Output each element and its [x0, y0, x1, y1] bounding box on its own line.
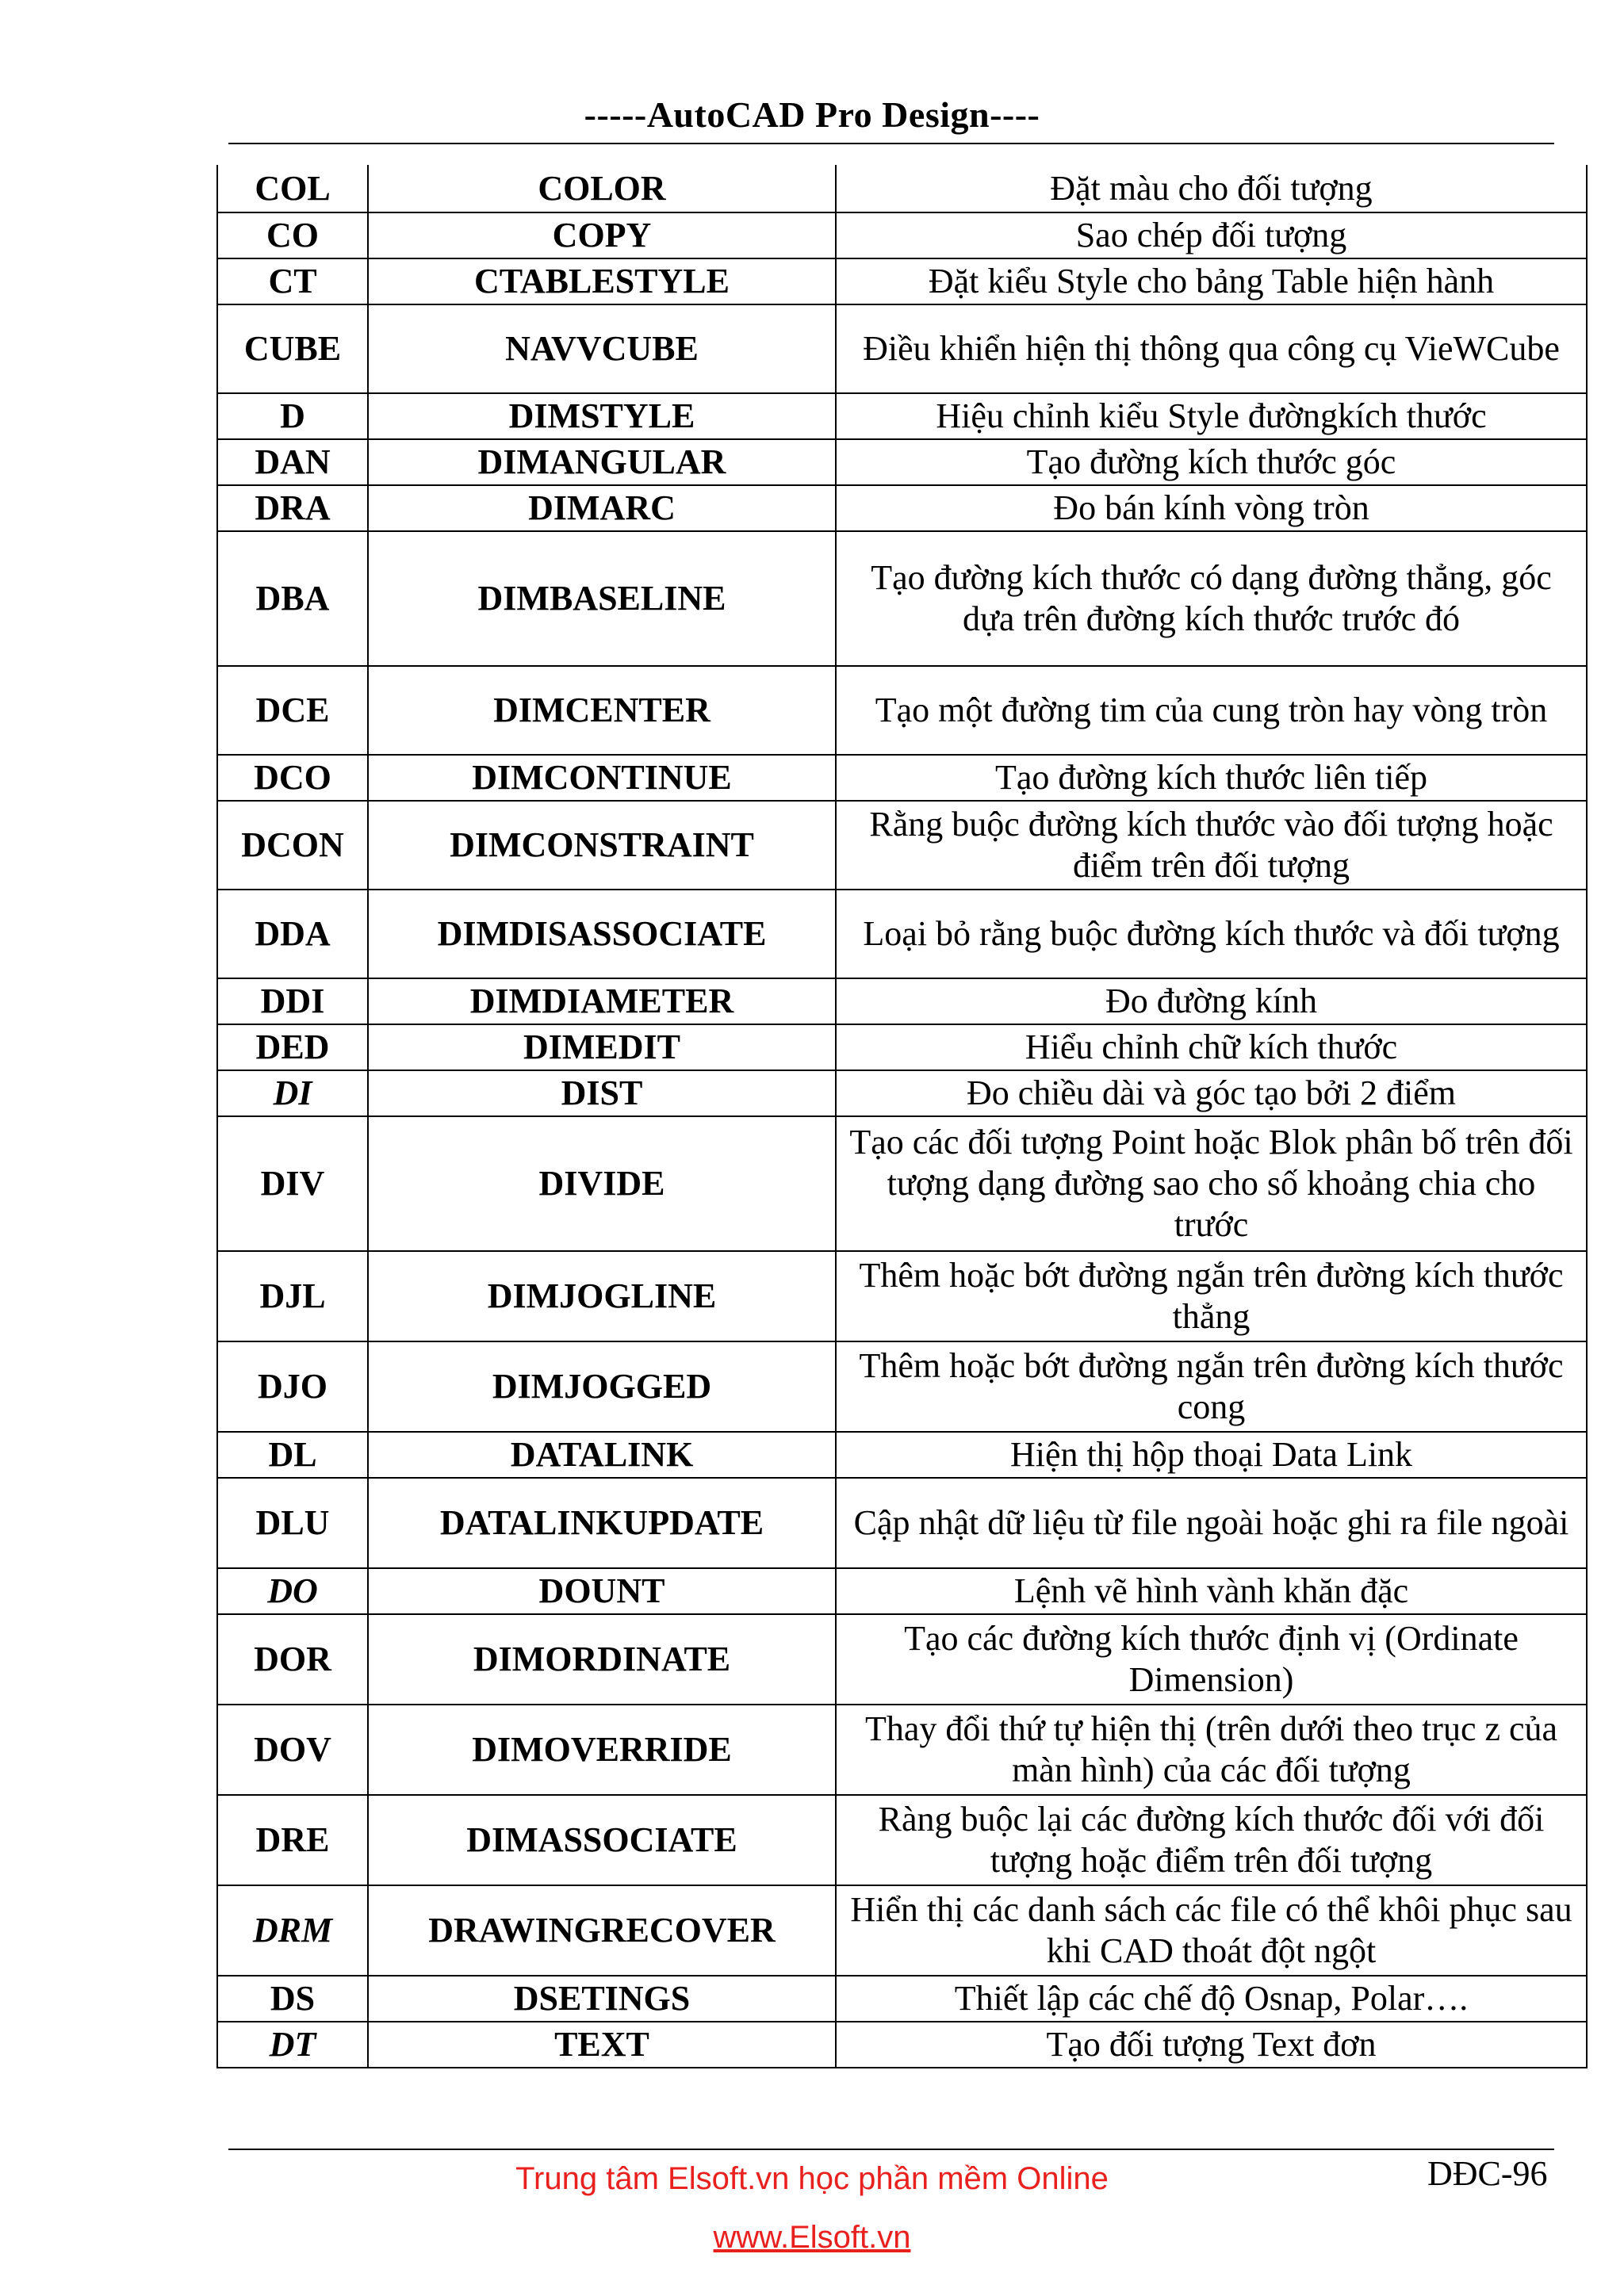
alias-cell: CO	[217, 212, 368, 258]
command-cell: DIMCONTINUE	[368, 755, 836, 801]
footer-url-link[interactable]: www.Elsoft.vn	[713, 2220, 911, 2255]
description-cell: Lệnh vẽ hình vành khăn đặc	[836, 1568, 1587, 1614]
description-cell: Tạo đường kích thước có dạng đường thẳng, góc dựa trên đường kích thước trước đó	[836, 531, 1587, 666]
description-cell: Hiểu chỉnh chữ kích thước	[836, 1024, 1587, 1070]
command-cell: DATALINK	[368, 1432, 836, 1478]
command-cell: DIMANGULAR	[368, 439, 836, 485]
description-cell: Rằng buộc đường kích thước vào đối tượng hoặc điểm trên đối tượng	[836, 801, 1587, 890]
table-row	[217, 1976, 1587, 2022]
table-row	[217, 1070, 1587, 1116]
alias-cell: DS	[217, 1976, 368, 2022]
alias-cell: DCON	[217, 801, 368, 890]
command-cell: TEXT	[368, 2022, 836, 2068]
command-cell: DIST	[368, 1070, 836, 1116]
alias-cell: DT	[217, 2022, 368, 2068]
alias-cell: D	[217, 393, 368, 439]
description-cell: Tạo đường kích thước liên tiếp	[836, 755, 1587, 801]
command-cell: DIMDIAMETER	[368, 978, 836, 1024]
alias-cell: COL	[217, 165, 368, 212]
table-row	[217, 304, 1587, 393]
command-cell: DIMEDIT	[368, 1024, 836, 1070]
alias-cell: DJO	[217, 1341, 368, 1432]
alias-cell: DRA	[217, 485, 368, 531]
description-cell: Loại bỏ rằng buộc đường kích thước và đối tượng	[836, 890, 1587, 978]
description-cell: Tạo một đường tim của cung tròn hay vòng tròn	[836, 666, 1587, 755]
table-row	[217, 485, 1587, 531]
command-cell: DIMOVERRIDE	[368, 1705, 836, 1795]
alias-cell: DOV	[217, 1705, 368, 1795]
description-cell: Tạo đường kích thước góc	[836, 439, 1587, 485]
table-row	[217, 531, 1587, 666]
alias-cell: DED	[217, 1024, 368, 1070]
description-cell: Đặt màu cho đối tượng	[836, 165, 1587, 212]
alias-cell: DL	[217, 1432, 368, 1478]
table-row	[217, 1251, 1587, 1341]
table-row	[217, 1024, 1587, 1070]
description-cell: Đo đường kính	[836, 978, 1587, 1024]
description-cell: Thêm hoặc bớt đường ngắn trên đường kích thước thẳng	[836, 1251, 1587, 1341]
table-row	[217, 666, 1587, 755]
command-cell: DIMCONSTRAINT	[368, 801, 836, 890]
table-row	[217, 212, 1587, 258]
alias-cell: DI	[217, 1070, 368, 1116]
description-cell: Tạo đối tượng Text đơn	[836, 2022, 1587, 2068]
command-cell: DIMSTYLE	[368, 393, 836, 439]
page-number: DĐC-96	[1427, 2154, 1548, 2193]
table-row	[217, 1116, 1587, 1251]
alias-cell: CUBE	[217, 304, 368, 393]
table-row	[217, 1478, 1587, 1568]
table-row	[217, 890, 1587, 978]
footer-center-text: Trung tâm Elsoft.vn học phần mềm Online	[515, 2161, 1109, 2196]
table-row	[217, 1705, 1587, 1795]
table-row	[217, 439, 1587, 485]
table-row	[217, 1614, 1587, 1705]
command-cell: DSETINGS	[368, 1976, 836, 2022]
alias-cell: DJL	[217, 1251, 368, 1341]
table-row	[217, 801, 1587, 890]
command-cell: DIMARC	[368, 485, 836, 531]
command-cell: DOUNT	[368, 1568, 836, 1614]
alias-cell: DDA	[217, 890, 368, 978]
description-cell: Điều khiển hiện thị thông qua công cụ VieWCube	[836, 304, 1587, 393]
header-divider	[228, 143, 1554, 144]
description-cell: Hiển thị các danh sách các file có thể khôi phục sau khi CAD thoát đột ngột	[836, 1885, 1587, 1976]
command-cell: DIVIDE	[368, 1116, 836, 1251]
command-cell: NAVVCUBE	[368, 304, 836, 393]
command-table	[216, 165, 1588, 2068]
description-cell: Tạo các đường kích thước định vị (Ordinate Dimension)	[836, 1614, 1587, 1705]
description-cell: Hiệu chỉnh kiểu Style đườngkích thước	[836, 393, 1587, 439]
description-cell: Sao chép đối tượng	[836, 212, 1587, 258]
table-row	[217, 1795, 1587, 1885]
table-row	[217, 393, 1587, 439]
table-row	[217, 1568, 1587, 1614]
table-row	[217, 2022, 1587, 2068]
command-table-body	[217, 165, 1587, 2068]
description-cell: Thêm hoặc bớt đường ngắn trên đường kích thước cong	[836, 1341, 1587, 1432]
table-row	[217, 1341, 1587, 1432]
command-cell: COPY	[368, 212, 836, 258]
alias-cell: DLU	[217, 1478, 368, 1568]
command-cell: DIMDISASSOCIATE	[368, 890, 836, 978]
alias-cell: DAN	[217, 439, 368, 485]
alias-cell: DRE	[217, 1795, 368, 1885]
description-cell: Đo chiều dài và góc tạo bởi 2 điểm	[836, 1070, 1587, 1116]
description-cell: Cập nhật dữ liệu từ file ngoài hoặc ghi ra file ngoài	[836, 1478, 1587, 1568]
page-header-title: -----AutoCAD Pro Design----	[584, 94, 1040, 135]
description-cell: Đặt kiểu Style cho bảng Table hiện hành	[836, 258, 1587, 304]
command-cell: DIMJOGGED	[368, 1341, 836, 1432]
description-cell: Ràng buộc lại các đường kích thước đối với đối tượng hoặc điểm trên đối tượng	[836, 1795, 1587, 1885]
table-row	[217, 258, 1587, 304]
description-cell: Thay đổi thứ tự hiện thị (trên dưới theo trục z của màn hình) của các đối tượng	[836, 1705, 1587, 1795]
table-row	[217, 165, 1587, 212]
alias-cell: CT	[217, 258, 368, 304]
description-cell: Tạo các đối tượng Point hoặc Blok phân bố trên đối tượng dạng đường sao cho số khoảng chia cho trước	[836, 1116, 1587, 1251]
command-cell: DIMJOGLINE	[368, 1251, 836, 1341]
description-cell: Thiết lập các chế độ Osnap, Polar….	[836, 1976, 1587, 2022]
alias-cell: DDI	[217, 978, 368, 1024]
alias-cell: DO	[217, 1568, 368, 1614]
alias-cell: DOR	[217, 1614, 368, 1705]
command-cell: DIMASSOCIATE	[368, 1795, 836, 1885]
table-row	[217, 755, 1587, 801]
command-cell: DIMORDINATE	[368, 1614, 836, 1705]
table-row	[217, 1432, 1587, 1478]
command-cell: CTABLESTYLE	[368, 258, 836, 304]
description-cell: Hiện thị hộp thoại Data Link	[836, 1432, 1587, 1478]
command-cell: DATALINKUPDATE	[368, 1478, 836, 1568]
alias-cell: DRM	[217, 1885, 368, 1976]
table-row	[217, 1885, 1587, 1976]
alias-cell: DCO	[217, 755, 368, 801]
table-row	[217, 978, 1587, 1024]
command-cell: DRAWINGRECOVER	[368, 1885, 836, 1976]
description-cell: Đo bán kính vòng tròn	[836, 485, 1587, 531]
alias-cell: DCE	[217, 666, 368, 755]
command-cell: DIMBASELINE	[368, 531, 836, 666]
alias-cell: DBA	[217, 531, 368, 666]
footer-divider	[228, 2149, 1554, 2150]
command-cell: COLOR	[368, 165, 836, 212]
command-cell: DIMCENTER	[368, 666, 836, 755]
alias-cell: DIV	[217, 1116, 368, 1251]
